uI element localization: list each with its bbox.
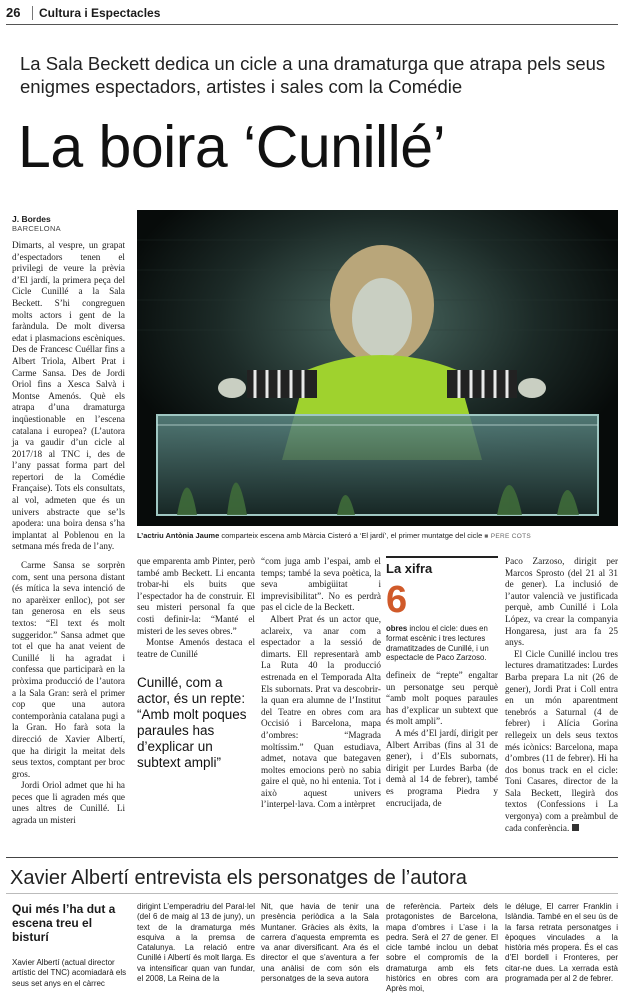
- figure-box-text: [386, 624, 498, 663]
- paragraph: Dimarts, al vespre, un grapat d’espectadors tenen el privilegi de veure la prèvia d’El jardí, la primera peça del Cicle Cunillé a la Sala Beckett. S’hi congreguen molts actors i gent de la faràndula. De molt diversa edat i plasmacions escèniques. Des de Francesc Cuéllar fins a Albert Triola, Albert Prat i Carme Sansa. Des de Jordi Oriol fins a Xesca Salvà i Montse Amenós. Què els atrapa d’una dramaturga inqüestionable en l’escena catalana i europea? (L’autora ja va gaudir d’un cicle al 2017/18 al TNC i, des de l’any passat forma part del repertori de la Comédie Française). Tots els consultats, al vol, admeten que és un univers abstracte que se’ls apodera: una boira densa s’ha implantat al Poblenou en la setmana més freda de l’any.: [12, 240, 125, 552]
- figure-box-title: La xifra: [386, 556, 498, 580]
- body-column-3: [261, 556, 381, 811]
- article-subhead: La Sala Beckett dedica un cicle a una dramaturga que atrapa pels seus enigmes espectadors, artistes i sales com la Comédie: [20, 53, 606, 97]
- figure-box: [386, 556, 498, 664]
- paragraph: [505, 649, 618, 835]
- end-mark-icon: [572, 824, 579, 831]
- paragraph: Jordi Oriol admet que hi ha peces que li agraden més que unes altres de Cunillé. Li agrada un misteri: [12, 780, 125, 826]
- byline-location: BARCELONA: [12, 224, 61, 233]
- paragraph: A més d’El jardí, dirigit per Albert Arribas (fins al 31 de gener), i d’Els subornats, dirigit per Lurdes Barba (de demà al 14 de febrer), també es programa Piedra y encrucijada, de: [386, 727, 498, 808]
- figure-box-number: 6: [386, 579, 408, 621]
- secondary-column-1: dirigint L’emperadriu del Paral·lel (del 6 de maig al 13 de juny), un text de la dramaturga més esquiva a la premsa de Catalunya. La relació entre Cunillé i Albertí és molt llarga. Es va intensificar quan van fundar, el 2008, La Reina de la: [137, 902, 255, 984]
- section-name: Cultura i Espectacles: [39, 6, 161, 20]
- article-headline: La boira ‘Cunillé’: [18, 114, 446, 180]
- secondary-intro: Xavier Albertí (actual director artístic del TNC) acomiadarà els seus set anys en el càrrec: [12, 958, 127, 988]
- secondary-column-4: le déluge, El carrer Franklin i Islàndia. També en el seu ús de la farsa retrata personatges i èpoques vinculades a la història més propera. És el cas d’El bordell i Fronteres, per citar-ne dues. La xerrada està programada per al 2 de febrer.: [505, 902, 618, 984]
- caption-lead: L’actriu Antònia Jaume: [137, 531, 220, 540]
- paragraph: “com juga amb l’espai, amb el temps; també la seva poètica, la seva ambigüitat i imprevisibilitat”. No es perdrà pas el cicle de la Beckett.: [261, 556, 381, 613]
- stage-photo-illustration: [137, 210, 618, 526]
- page-header-bar: [6, 4, 618, 25]
- secondary-divider: [6, 893, 618, 894]
- pull-quote: Cunillé, com a actor, és un repte: “Amb molt poques paraules has d’explicar un subtext ampli”: [137, 675, 247, 770]
- photo-credit: PERE COTS: [490, 533, 531, 540]
- article-photo: [137, 210, 618, 526]
- page-number: 26: [6, 5, 21, 20]
- body-column-1-continued: [12, 560, 125, 827]
- paragraph: Carme Sansa se sorprèn com, sent una persona distant (és mítica la seva intenció de no aparèixer enlloc), pot ser tan generosa en els seus textos: “El text és molt suggeridor.” Sansa admet que tot el que ha anat veient de Cunillé li ha agradat i confessa que participarà en la pròxima producció de l’autora a la Sala Gran: serà el primer cop que una autora contemporània catalana pugi a la Gran. Ho farà sota la direcció de Xavier Albertí, que ha dirigit la meitat dels seus textos, comptant per broc gros.: [12, 560, 125, 779]
- body-column-1: [12, 240, 125, 553]
- page-bar-separator: [32, 6, 33, 20]
- body-column-2: [137, 556, 255, 660]
- paragraph: Montse Amenós destaca el teatre de Cunillé: [137, 637, 255, 659]
- byline-author: J. Bordes: [12, 214, 51, 224]
- secondary-column-2: Nit, que havia de tenir una presència periòdica a la Sala Muntaner. Gràcies als èxits, la carrera d’aquesta empremta es va anar diversificant. Ara és el director el que s’aventura a fer una anàlisi de com són els personatges de la seva autora: [261, 902, 379, 984]
- secondary-headline: Xavier Albertí entrevista els personatges de l’autora: [10, 867, 467, 889]
- photo-credit-icon: ■: [484, 533, 491, 540]
- figure-box-description: inclou el cicle: dues en format escènic i tres lectures dramatitzades de Cunillé, i un espectacle de Paco Zarzoso.: [386, 624, 489, 663]
- section-divider: [6, 857, 618, 858]
- figure-box-bold: obres: [386, 624, 408, 633]
- photo-caption: [137, 531, 618, 542]
- paragraph: que emparenta amb Pinter, però també amb Beckett. Li encanta trobar-hi els buits que l’espectador ha de construir. El seu misteri personal fa que costi definir-la: “Manté el misteri de les seves obres.”: [137, 556, 255, 636]
- paragraph-text: El Cicle Cunillé inclou tres lectures dramatitzades: Lurdes Barba prepara La nit (26 de gener), Jordi Prat i Coll entra en un món aparentment tenebrós a Saturnal (4 de febrer) i Alícia Gorina rellegeix un dels seus textos més icònics: Barcelona, mapa d’ombres (11 de febrer). Hi ha dos bonus track en el cicle: Toni Casares, director de la Sala Beckett, llegirà dos textos (Confessions i La vergonya) com a preàmbul de cada conferència.: [505, 648, 618, 833]
- body-column-4: [386, 670, 498, 809]
- caption-text: comparteix escena amb Màrcia Cisteró a ‘El jardí’, el primer muntatge del cicle: [219, 531, 483, 540]
- secondary-lead: Qui més l’ha dut a escena treu el bisturí: [12, 902, 116, 944]
- paragraph: defineix de “repte” engaltar un personatge seu perquè “amb molt poques paraules has d’explicar un subtext que és molt ampli”.: [386, 670, 498, 727]
- paragraph: Albert Prat és un actor que, aclareix, va anar com a espectador a la sessió de dimarts. Ell representarà amb La Ruta 40 la producció estrenada en el Temporada Alta Els subornats. Prat va descobrir-la quan era alumne de l’Institut del Teatre en obres com ara Occisió i Barcelona, mapa d’ombres: “Magrada moltíssim.” Quan estudiava, admet, notava que bategaven moltes emocions però no sabia gaire el què, no hi entenia. Tot i això aquest univers l’interpel·lava. Com a intèrpret: [261, 613, 381, 810]
- secondary-column-3: de referència. Parteix dels protagonistes de Barcelona, mapa d’ombres i L’ase i la pedra. Serà el 27 de gener. El cicle també inclou un debat sobre el compromís de la dramaturga amb els fets històrics en obres com ara Après moi,: [386, 902, 498, 994]
- paragraph: Paco Zarzoso, dirigit per Marcos Sprosto (del 21 al 31 de gener). La inclusió de l’autor valencià ve justificada perquè, amb Cunillé i Lola López, va crear la companyia Hongaresa, just ara fa 25 anys.: [505, 556, 618, 648]
- body-column-5: [505, 556, 618, 834]
